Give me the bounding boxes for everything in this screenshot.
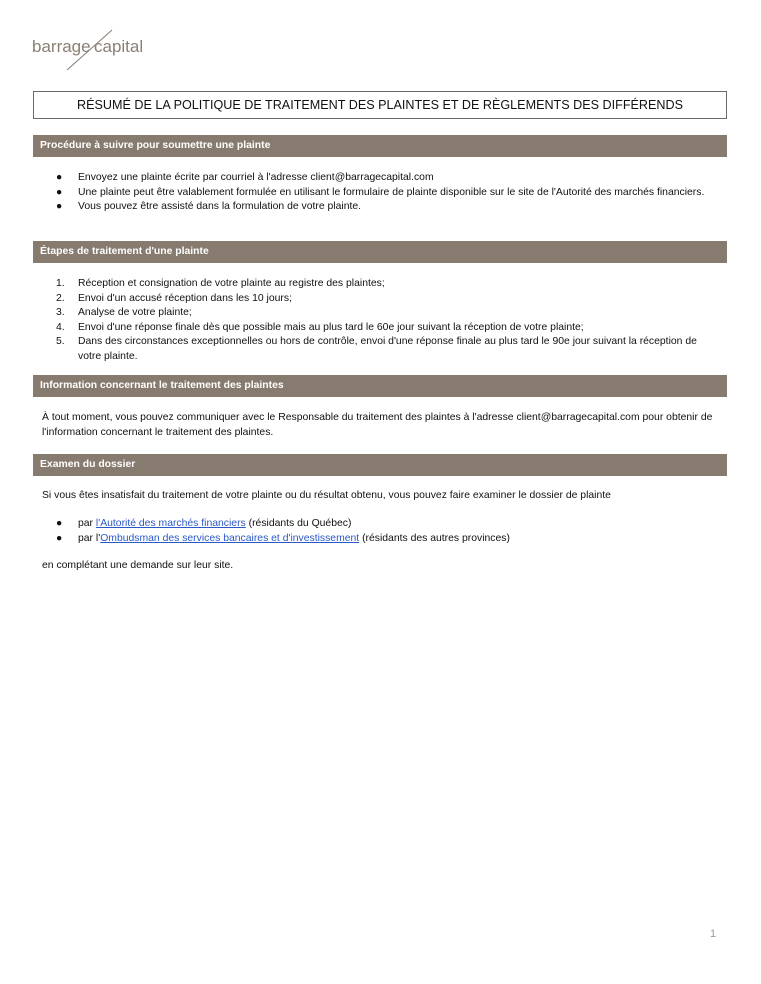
logo-left-word: barrage — [32, 37, 91, 56]
section-heading-steps: Étapes de traitement d'une plainte — [33, 241, 727, 263]
bullet-icon: ● — [56, 518, 63, 529]
document-title: RÉSUMÉ DE LA POLITIQUE DE TRAITEMENT DES PLAINTES ET DE RÈGLEMENTS DES DIFFÉRENDS — [33, 91, 727, 119]
bullet-icon: ● — [56, 186, 63, 198]
obsi-link[interactable]: Ombudsman des services bancaires et d'investissement — [100, 532, 360, 544]
step-number: 3. — [56, 307, 65, 319]
page-number: 1 — [710, 928, 717, 940]
section-heading-submit: Procédure à suivre pour soumettre une plainte — [33, 135, 727, 157]
list-item-suffix: (résidants des autres provinces) — [359, 532, 510, 544]
list-item-text: Vous pouvez être assisté dans la formulation de votre plainte. — [78, 201, 362, 213]
list-item-text: Envoi d'une réponse finale dès que possible mais au plus tard le 60e jour suivant la réception de votre plainte; — [78, 321, 584, 333]
step-number: 5. — [56, 336, 65, 348]
section-heading-info: Information concernant le traitement des plaintes — [33, 375, 727, 397]
step-number: 2. — [56, 292, 65, 304]
bullet-icon: ● — [56, 532, 63, 544]
logo-right-word: capital — [94, 37, 144, 56]
step-number: 4. — [56, 321, 65, 333]
list-item-text: Une plainte peut être valablement formulée en utilisant le formulaire de plainte disponible sur le site de l'Autorité des marchés financiers. — [78, 186, 705, 198]
list-item-prefix: par l' — [78, 532, 101, 544]
section-heading-review: Examen du dossier — [33, 454, 727, 476]
list-item — [42, 335, 716, 364]
barrage-capital-logo — [32, 26, 182, 72]
review-list — [42, 517, 716, 546]
list-item-text: Dans des circonstances exceptionnelles ou hors de contrôle, envoi d'une réponse finale au plus tard le 90e jour suivant la réception de votre plainte. — [78, 336, 697, 362]
review-intro: Si vous êtes insatisfait du traitement de votre plainte ou du résultat obtenu, vous pouvez faire examiner le dossier de plainte — [42, 490, 611, 501]
list-item-prefix: par — [78, 518, 96, 529]
bullet-icon: ● — [56, 201, 63, 213]
list-item — [42, 292, 716, 307]
list-item-text: Envoyez une plainte écrite par courriel à l'adresse client@barragecapital.com — [78, 172, 434, 183]
list-item-text: Réception et consignation de votre plainte au registre des plaintes; — [78, 278, 385, 289]
list-item-suffix: (résidants du Québec) — [245, 518, 352, 529]
bullet-icon: ● — [56, 172, 63, 183]
list-item — [42, 321, 716, 336]
list-item — [42, 532, 716, 547]
list-item — [42, 306, 716, 321]
list-item — [42, 517, 716, 532]
amf-link[interactable]: l'Autorité des marchés financiers — [95, 518, 246, 529]
list-item-text: Envoi d'un accusé réception dans les 10 jours; — [78, 292, 292, 304]
steps-list — [42, 277, 716, 365]
list-item-text: Analyse de votre plainte; — [78, 307, 192, 319]
submit-list — [42, 171, 716, 215]
list-item — [42, 277, 716, 292]
review-outro: en complétant une demande sur leur site. — [42, 560, 234, 571]
list-item — [42, 186, 716, 201]
step-number: 1. — [56, 278, 65, 289]
list-item — [42, 171, 716, 186]
info-paragraph: À tout moment, vous pouvez communiquer avec le Responsable du traitement des plaintes à l'adresse client@barragecapital.com pour obtenir de l'information concernant le traitement des plaintes. — [42, 412, 713, 438]
list-item — [42, 200, 716, 215]
